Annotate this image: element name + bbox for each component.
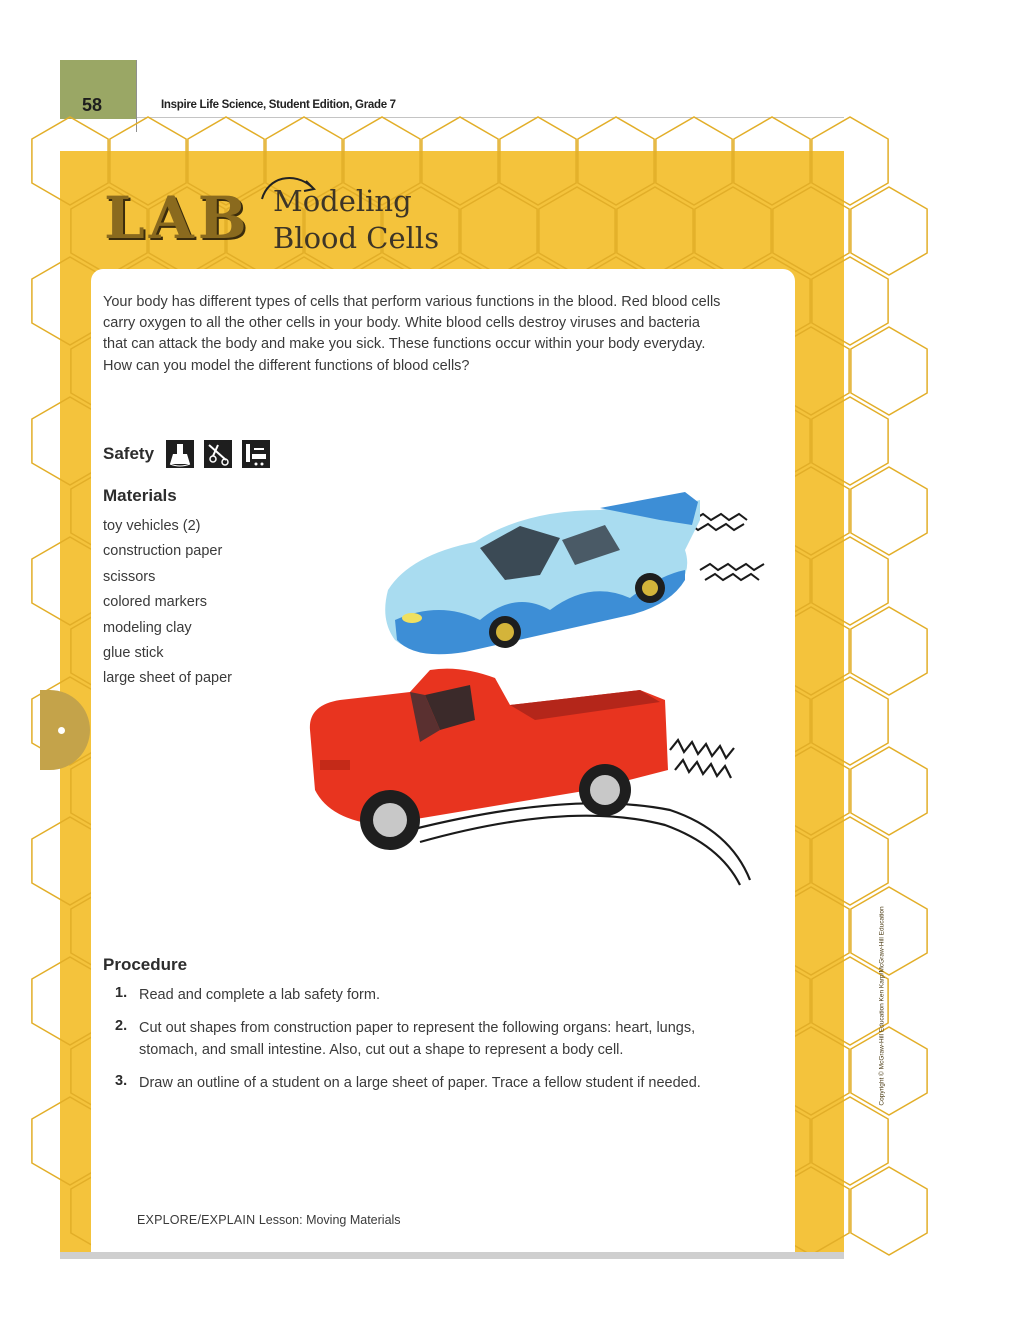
hexagon-shape bbox=[461, 187, 537, 275]
list-item: large sheet of paper bbox=[103, 670, 232, 687]
hexagon-shape bbox=[812, 817, 888, 905]
toy-vehicles-image bbox=[300, 480, 770, 900]
step-number: 1. bbox=[115, 985, 128, 1001]
hexagon-shape bbox=[578, 117, 654, 205]
panel-bottom-bar bbox=[60, 1252, 844, 1259]
hexagon-shape bbox=[539, 187, 615, 275]
hexagon-shape bbox=[734, 117, 810, 205]
page-number: 58 bbox=[82, 95, 103, 115]
hexagon-shape bbox=[32, 117, 108, 205]
footer-lesson: Lesson: Moving Materials bbox=[258, 1213, 401, 1227]
step-text: Read and complete a lab safety form. bbox=[139, 987, 380, 1003]
safety-label: Safety bbox=[103, 444, 155, 463]
hexagon-shape bbox=[851, 187, 927, 275]
intro-paragraph: Your body has different types of cells that perform various functions in the blood. Red blood cells carry oxygen to all the other cells in your body. White blood cells destroy viruses and bacteria that can attack the body and make you sick. These functions occur within your body everyday. How can you model the different functions of blood cells? bbox=[103, 294, 721, 374]
footer-section: EXPLORE/EXPLAIN bbox=[137, 1213, 256, 1227]
list-item: modeling clay bbox=[103, 619, 192, 636]
blue-toy-car bbox=[385, 492, 700, 654]
book-title: Inspire Life Science, Student Edition, Grade 7 bbox=[161, 99, 396, 111]
lab-safety-icon bbox=[166, 440, 194, 468]
lab-title-line2: Blood Cells bbox=[273, 221, 440, 255]
lab-title-line1: Modeling bbox=[273, 184, 412, 218]
hexagon-shape bbox=[812, 257, 888, 345]
step-text: Draw an outline of a student on a large sheet of paper. Trace a fellow student if needed. bbox=[139, 1075, 701, 1091]
step-text: Cut out shapes from construction paper to represent the following organs: heart, lungs, stomach, and small intestine. Also, cut out a shape to represent a body cell. bbox=[139, 1020, 696, 1058]
side-tab-dot-icon bbox=[58, 727, 65, 734]
hexagon-shape bbox=[851, 467, 927, 555]
materials-heading: Materials bbox=[103, 486, 177, 505]
hexagon-shape bbox=[695, 187, 771, 275]
list-item: toy vehicles (2) bbox=[103, 518, 201, 534]
hexagon-shape bbox=[851, 1167, 927, 1255]
hexagon-shape bbox=[422, 117, 498, 205]
hexagon-shape bbox=[851, 327, 927, 415]
list-item: construction paper bbox=[103, 543, 223, 560]
hexagon-shape bbox=[851, 607, 927, 695]
hexagon-shape bbox=[812, 397, 888, 485]
scissors-icon bbox=[204, 440, 232, 468]
materials-list bbox=[103, 516, 232, 694]
hexagon-shape bbox=[812, 677, 888, 765]
hexagon-shape bbox=[851, 1027, 927, 1115]
hexagon-shape bbox=[812, 537, 888, 625]
hexagon-shape bbox=[812, 117, 888, 205]
step-number: 3. bbox=[115, 1073, 128, 1089]
step-number: 2. bbox=[115, 1018, 128, 1034]
list-item: glue stick bbox=[103, 644, 164, 661]
copyright-notice: Copyright © McGraw-Hill Education Ken Karp/McGraw-Hill Education bbox=[878, 906, 886, 1106]
hexagon-shape bbox=[656, 117, 732, 205]
red-toy-truck bbox=[310, 669, 668, 850]
hexagon-shape bbox=[851, 747, 927, 835]
hexagon-shape bbox=[851, 887, 927, 975]
hand-wash-icon bbox=[242, 440, 270, 468]
header-divider bbox=[136, 60, 137, 132]
hexagon-shape bbox=[773, 187, 849, 275]
hexagon-shape bbox=[812, 1097, 888, 1185]
page-footer bbox=[137, 1213, 401, 1227]
procedure-heading: Procedure bbox=[103, 955, 188, 974]
header-rule bbox=[137, 117, 844, 118]
hexagon-shape bbox=[812, 957, 888, 1045]
hexagon-shape bbox=[617, 187, 693, 275]
list-item: colored markers bbox=[103, 594, 207, 611]
list-item: scissors bbox=[103, 568, 156, 585]
hexagon-shape bbox=[500, 117, 576, 205]
lab-label: LAB bbox=[104, 184, 251, 252]
